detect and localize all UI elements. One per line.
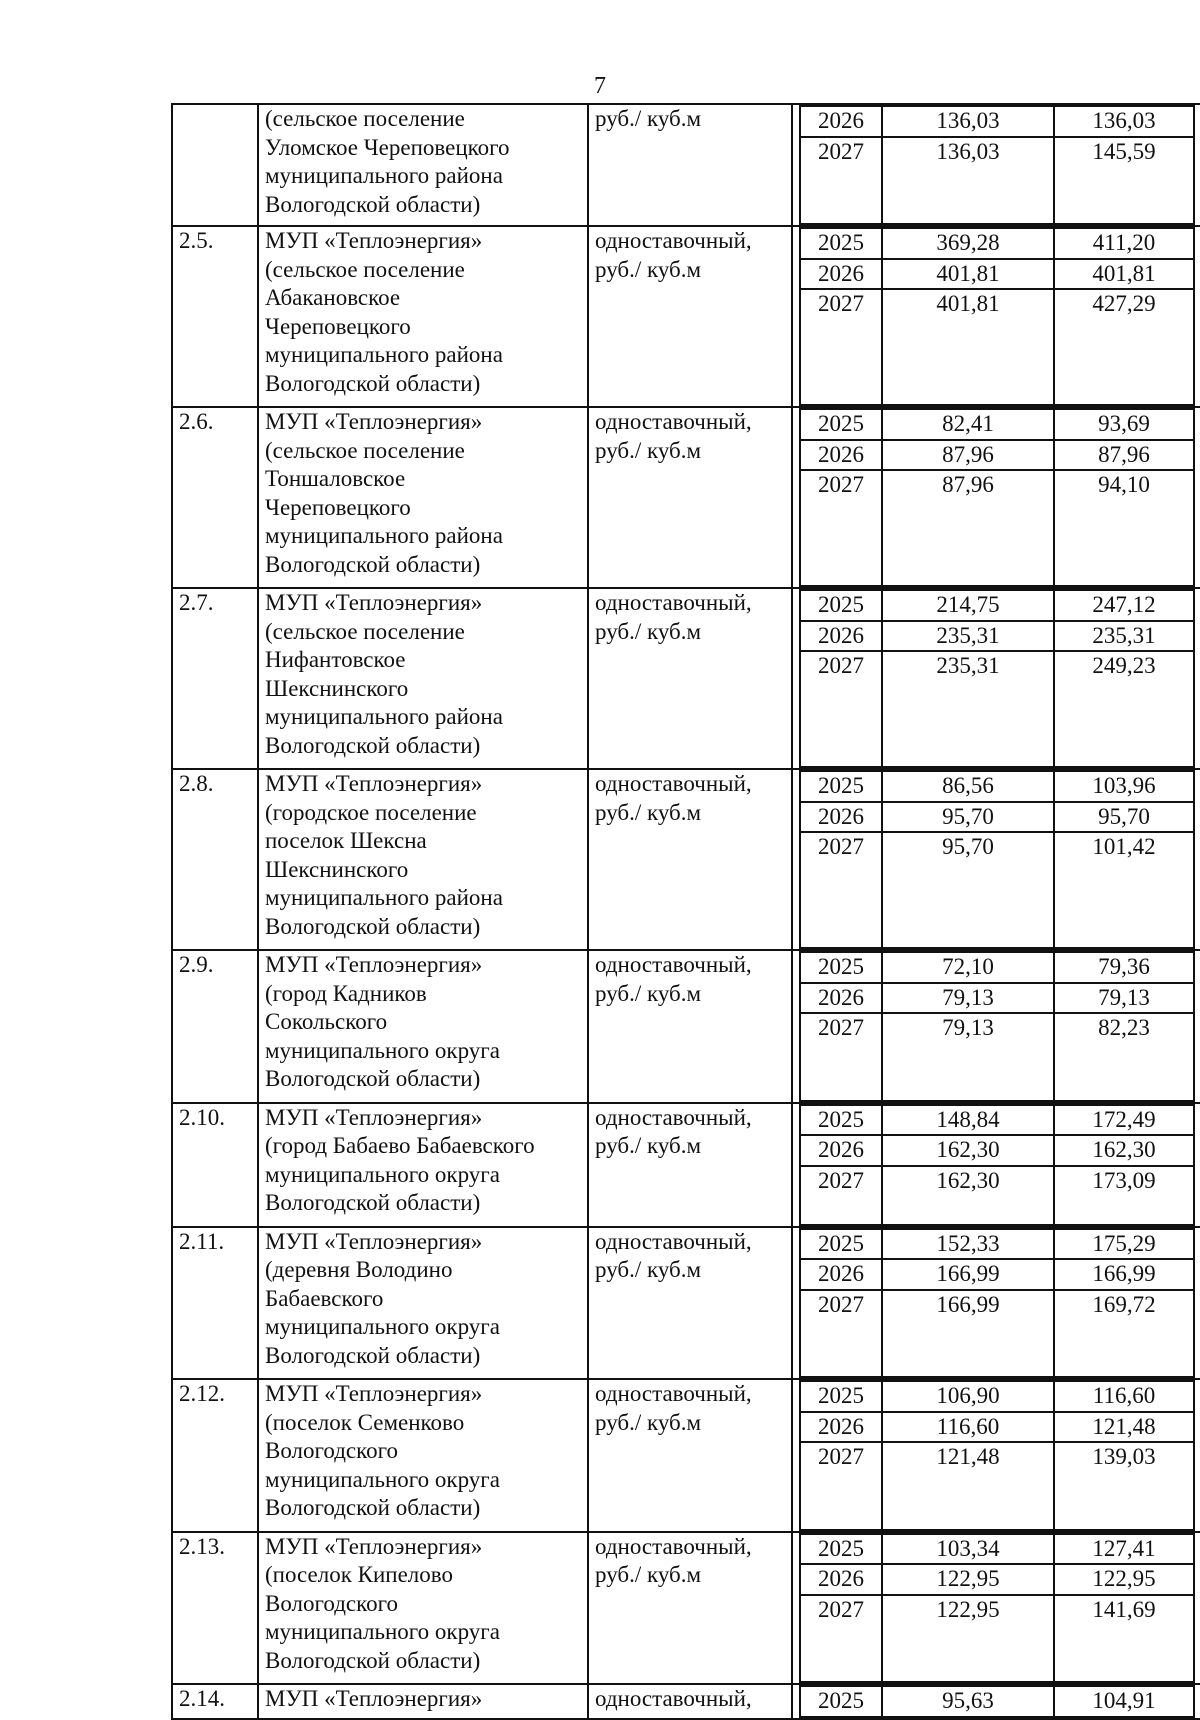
- organization-cell: [258, 226, 588, 407]
- tariff-value-first-half: 95,63: [882, 1686, 1054, 1717]
- year-row: [800, 1534, 1194, 1565]
- year-row: [800, 1105, 1194, 1136]
- year-values-cell: [792, 588, 1200, 769]
- tariff-unit-line: одноставочный,: [595, 771, 752, 796]
- tariff-value-first-half: 122,95: [882, 1595, 1054, 1683]
- year-cell: 2027: [800, 470, 882, 586]
- tariff-unit-line: руб./ куб.м: [595, 1409, 702, 1435]
- year-values-cell: [792, 950, 1200, 1103]
- organization-line: Нифантовское: [265, 647, 406, 672]
- organization-line: (сельское поселение: [265, 618, 465, 644]
- year-cell: 2026: [800, 259, 882, 290]
- organization-line: (сельское поселение: [265, 106, 465, 131]
- year-row: [800, 440, 1194, 471]
- organization-line: Тоншаловское: [265, 466, 406, 491]
- organization-line: (сельское поселение: [265, 256, 465, 282]
- year-row: [800, 1229, 1194, 1260]
- organization-line: Бабаевского: [265, 1285, 384, 1311]
- tariff-value-second-half: 172,49: [1054, 1105, 1194, 1136]
- tariff-row: [172, 226, 1200, 407]
- tariff-value-first-half: 87,96: [882, 440, 1054, 471]
- tariff-row: [172, 1227, 1200, 1380]
- tariff-value-first-half: 95,70: [882, 802, 1054, 833]
- year-row: [800, 621, 1194, 652]
- organization-line: Шекснинского: [265, 856, 409, 882]
- organization-cell: [258, 1532, 588, 1685]
- year-row: [800, 409, 1194, 440]
- year-cell: 2026: [800, 1564, 882, 1595]
- row-number: 2.12.: [172, 1379, 258, 1532]
- year-cell: 2025: [800, 771, 882, 802]
- year-values-cell: [792, 1103, 1200, 1227]
- row-number: 2.7.: [172, 588, 258, 769]
- row-number: 2.8.: [172, 769, 258, 950]
- tariff-row: [172, 769, 1200, 950]
- tariff-unit-cell: [588, 226, 792, 407]
- tariff-value-second-half: 411,20: [1054, 228, 1194, 259]
- organization-cell: [258, 588, 588, 769]
- tariff-value-first-half: 369,28: [882, 228, 1054, 259]
- organization-line: МУП «Теплоэнергия»: [265, 409, 483, 434]
- tariff-unit-cell: [588, 1103, 792, 1227]
- organization-cell: [258, 1227, 588, 1380]
- tariff-unit-line: руб./ куб.м: [595, 106, 702, 131]
- year-row: [800, 289, 1194, 405]
- tariff-unit-line: одноставочный,: [595, 1228, 752, 1254]
- year-cell: 2025: [800, 1105, 882, 1136]
- year-cell: 2026: [800, 1259, 882, 1290]
- tariff-value-first-half: 162,30: [882, 1135, 1054, 1166]
- tariff-value-second-half: 103,96: [1054, 771, 1194, 802]
- year-cell: 2027: [800, 1595, 882, 1683]
- tariff-value-first-half: 148,84: [882, 1105, 1054, 1136]
- organization-cell: [258, 950, 588, 1103]
- organization-cell: [258, 769, 588, 950]
- year-row: [800, 1135, 1194, 1166]
- tariff-unit-cell: [588, 1532, 792, 1685]
- tariff-value-second-half: 127,41: [1054, 1534, 1194, 1565]
- tariff-value-first-half: 87,96: [882, 470, 1054, 586]
- row-number: 2.5.: [172, 226, 258, 407]
- row-number: 2.14.: [172, 1684, 258, 1719]
- tariff-value-first-half: 86,56: [882, 771, 1054, 802]
- year-cell: 2026: [800, 621, 882, 652]
- organization-line: муниципального района: [265, 163, 503, 188]
- tariff-value-first-half: 166,99: [882, 1290, 1054, 1378]
- tariff-row: [172, 950, 1200, 1103]
- tariff-value-second-half: 93,69: [1054, 409, 1194, 440]
- year-cell: 2025: [800, 952, 882, 983]
- organization-line: Сокольского: [265, 1009, 388, 1034]
- organization-cell: [258, 1379, 588, 1532]
- organization-cell: [258, 1103, 588, 1227]
- year-cell: 2027: [800, 1013, 882, 1101]
- year-row: [800, 983, 1194, 1014]
- year-values-cell: [792, 1684, 1200, 1719]
- tariff-unit-line: одноставочный,: [595, 1686, 752, 1711]
- organization-line: Вологодского: [265, 1590, 398, 1616]
- year-values-table: [799, 1380, 1195, 1531]
- year-values-table: [799, 589, 1195, 768]
- tariff-value-first-half: 72,10: [882, 952, 1054, 983]
- tariff-value-second-half: 101,42: [1054, 832, 1194, 948]
- tariff-value-first-half: 401,81: [882, 259, 1054, 290]
- tariff-unit-cell: [588, 1379, 792, 1532]
- year-row: [800, 952, 1194, 983]
- year-cell: 2025: [800, 228, 882, 259]
- tariff-unit-cell: [588, 1684, 792, 1719]
- organization-line: Вологодской области): [265, 1647, 481, 1673]
- year-cell: 2026: [800, 440, 882, 471]
- year-row: [800, 106, 1194, 137]
- tariff-value-second-half: 166,99: [1054, 1259, 1194, 1290]
- year-row: [800, 228, 1194, 259]
- year-cell: 2027: [800, 1290, 882, 1378]
- tariff-value-second-half: 95,70: [1054, 802, 1194, 833]
- year-values-table: [799, 951, 1195, 1102]
- year-values-cell: [792, 407, 1200, 588]
- organization-line: (город Бабаево Бабаевского: [265, 1133, 535, 1158]
- tariff-value-second-half: 141,69: [1054, 1595, 1194, 1683]
- tariff-value-first-half: 116,60: [882, 1412, 1054, 1443]
- tariff-value-first-half: 401,81: [882, 289, 1054, 405]
- organization-line: Вологодской области): [265, 1190, 481, 1215]
- year-values-cell: [792, 104, 1200, 226]
- tariff-value-first-half: 166,99: [882, 1259, 1054, 1290]
- organization-line: Вологодской области): [265, 191, 481, 217]
- year-cell: 2026: [800, 802, 882, 833]
- year-cell: 2027: [800, 832, 882, 948]
- year-values-table: [799, 105, 1195, 225]
- year-values-table: [799, 1228, 1195, 1379]
- organization-line: Вологодской области): [265, 370, 481, 396]
- year-cell: 2025: [800, 590, 882, 621]
- tariff-unit-line: руб./ куб.м: [595, 1257, 702, 1282]
- tariff-unit-line: руб./ куб.м: [595, 980, 702, 1006]
- year-row: [800, 137, 1194, 225]
- organization-line: (поселок Семенково: [265, 1409, 465, 1435]
- tariff-value-first-half: 106,90: [882, 1381, 1054, 1412]
- tariff-value-first-half: 82,41: [882, 409, 1054, 440]
- tariff-unit-line: одноставочный,: [595, 1104, 752, 1130]
- year-row: [800, 1564, 1194, 1595]
- organization-line: муниципального округа: [265, 1314, 500, 1339]
- organization-line: Вологодской области): [265, 551, 481, 577]
- organization-line: МУП «Теплоэнергия»: [265, 952, 483, 977]
- organization-line: МУП «Теплоэнергия»: [265, 771, 483, 796]
- year-cell: 2027: [800, 1166, 882, 1225]
- year-values-cell: [792, 1227, 1200, 1380]
- organization-cell: [258, 1684, 588, 1719]
- organization-line: Уломское Череповецкого: [265, 134, 510, 160]
- tariff-value-first-half: 79,13: [882, 983, 1054, 1014]
- organization-line: МУП «Теплоэнергия»: [265, 1228, 483, 1254]
- organization-line: Череповецкого: [265, 494, 411, 520]
- organization-line: муниципального района: [265, 885, 503, 910]
- tariff-value-second-half: 122,95: [1054, 1564, 1194, 1595]
- year-cell: 2026: [800, 1412, 882, 1443]
- tariff-value-second-half: 427,29: [1054, 289, 1194, 405]
- tariff-value-second-half: 116,60: [1054, 1381, 1194, 1412]
- year-row: [800, 1381, 1194, 1412]
- organization-line: муниципального района: [265, 704, 503, 729]
- tariff-unit-line: руб./ куб.м: [595, 1133, 702, 1158]
- tariff-unit-line: одноставочный,: [595, 409, 752, 434]
- organization-line: Вологодской области): [265, 913, 481, 939]
- tariff-value-second-half: 87,96: [1054, 440, 1194, 471]
- organization-line: (городское поселение: [265, 799, 477, 825]
- year-row: [800, 832, 1194, 948]
- row-number: 2.11.: [172, 1227, 258, 1380]
- tariff-unit-line: одноставочный,: [595, 952, 752, 977]
- tariff-value-first-half: 79,13: [882, 1013, 1054, 1101]
- year-row: [800, 1166, 1194, 1225]
- year-values-table: [799, 1104, 1195, 1226]
- tariff-value-second-half: 175,29: [1054, 1229, 1194, 1260]
- tariff-value-second-half: 104,91: [1054, 1686, 1194, 1717]
- organization-cell: [258, 407, 588, 588]
- tariff-unit-line: одноставочный,: [595, 228, 752, 253]
- organization-line: муниципального района: [265, 342, 503, 367]
- tariff-value-second-half: 139,03: [1054, 1442, 1194, 1530]
- year-cell: 2025: [800, 1381, 882, 1412]
- year-row: [800, 259, 1194, 290]
- tariff-value-second-half: 235,31: [1054, 621, 1194, 652]
- year-row: [800, 1013, 1194, 1101]
- tariff-unit-line: руб./ куб.м: [595, 618, 702, 644]
- organization-line: МУП «Теплоэнергия»: [265, 1686, 483, 1711]
- tariff-unit-line: одноставочный,: [595, 590, 752, 615]
- organization-cell: [258, 104, 588, 226]
- organization-line: муниципального округа: [265, 1619, 500, 1644]
- year-cell: 2026: [800, 983, 882, 1014]
- tariff-unit-cell: [588, 769, 792, 950]
- organization-line: Вологодской области): [265, 732, 481, 758]
- organization-line: Вологодской области): [265, 1342, 481, 1368]
- tariff-row: [172, 1532, 1200, 1685]
- year-cell: 2027: [800, 1442, 882, 1530]
- year-cell: 2027: [800, 137, 882, 225]
- year-row: [800, 651, 1194, 767]
- tariff-value-second-half: 82,23: [1054, 1013, 1194, 1101]
- organization-line: МУП «Теплоэнергия»: [265, 590, 483, 615]
- tariff-value-second-half: 173,09: [1054, 1166, 1194, 1225]
- tariff-value-first-half: 162,30: [882, 1166, 1054, 1225]
- tariff-unit-cell: [588, 1227, 792, 1380]
- tariff-value-first-half: 95,70: [882, 832, 1054, 948]
- organization-line: поселок Шексна: [265, 828, 427, 853]
- row-number: [172, 104, 258, 226]
- tariff-value-second-half: 169,72: [1054, 1290, 1194, 1378]
- page-number: 7: [594, 73, 606, 99]
- organization-line: муниципального округа: [265, 1466, 500, 1492]
- tariff-value-first-half: 214,75: [882, 590, 1054, 621]
- tariff-table: [171, 103, 1200, 1720]
- tariff-unit-line: руб./ куб.м: [595, 1562, 702, 1587]
- organization-line: Шекснинского: [265, 675, 409, 701]
- row-number: 2.10.: [172, 1103, 258, 1227]
- tariff-unit-line: руб./ куб.м: [595, 256, 702, 282]
- organization-line: Абакановское: [265, 285, 401, 310]
- tariff-unit-line: одноставочный,: [595, 1533, 752, 1559]
- row-number: 2.6.: [172, 407, 258, 588]
- tariff-row: [172, 1684, 1200, 1719]
- tariff-value-first-half: 136,03: [882, 137, 1054, 225]
- organization-line: МУП «Теплоэнергия»: [265, 228, 483, 253]
- tariff-value-first-half: 121,48: [882, 1442, 1054, 1530]
- year-cell: 2025: [800, 1229, 882, 1260]
- organization-line: МУП «Теплоэнергия»: [265, 1533, 483, 1559]
- year-cell: 2025: [800, 1686, 882, 1717]
- tariff-unit-cell: [588, 950, 792, 1103]
- tariff-table-body: [172, 104, 1200, 1719]
- tariff-value-second-half: 79,13: [1054, 983, 1194, 1014]
- year-row: [800, 1412, 1194, 1443]
- organization-line: Череповецкого: [265, 313, 411, 339]
- year-values-table: [799, 770, 1195, 949]
- tariff-value-second-half: 145,59: [1054, 137, 1194, 225]
- year-values-table: [799, 408, 1195, 587]
- tariff-value-second-half: 121,48: [1054, 1412, 1194, 1443]
- year-values-cell: [792, 1379, 1200, 1532]
- year-row: [800, 1290, 1194, 1378]
- tariff-row: [172, 588, 1200, 769]
- organization-line: Вологодской области): [265, 1495, 481, 1520]
- year-row: [800, 1595, 1194, 1683]
- tariff-unit-line: руб./ куб.м: [595, 437, 702, 463]
- tariff-value-second-half: 247,12: [1054, 590, 1194, 621]
- tariff-value-second-half: 94,10: [1054, 470, 1194, 586]
- year-values-cell: [792, 769, 1200, 950]
- year-values-cell: [792, 1532, 1200, 1685]
- year-row: [800, 470, 1194, 586]
- tariff-value-first-half: 122,95: [882, 1564, 1054, 1595]
- organization-line: Вологодского: [265, 1438, 398, 1463]
- year-row: [800, 590, 1194, 621]
- tariff-unit-line: одноставочный,: [595, 1381, 752, 1406]
- year-row: [800, 802, 1194, 833]
- organization-line: муниципального округа: [265, 1037, 500, 1063]
- organization-line: муниципального района: [265, 523, 503, 548]
- year-cell: 2025: [800, 1534, 882, 1565]
- tariff-unit-cell: [588, 407, 792, 588]
- year-values-table: [799, 227, 1195, 406]
- organization-line: (поселок Кипелово: [265, 1562, 453, 1587]
- tariff-value-second-half: 401,81: [1054, 259, 1194, 290]
- tariff-value-second-half: 79,36: [1054, 952, 1194, 983]
- year-row: [800, 771, 1194, 802]
- tariff-value-first-half: 103,34: [882, 1534, 1054, 1565]
- organization-line: (деревня Володино: [265, 1257, 453, 1282]
- row-number: 2.13.: [172, 1532, 258, 1685]
- tariff-value-first-half: 136,03: [882, 106, 1054, 137]
- year-cell: 2025: [800, 409, 882, 440]
- tariff-value-first-half: 235,31: [882, 621, 1054, 652]
- organization-line: МУП «Теплоэнергия»: [265, 1104, 483, 1130]
- tariff-row: [172, 407, 1200, 588]
- year-cell: 2027: [800, 289, 882, 405]
- tariff-row: [172, 1103, 1200, 1227]
- tariff-unit-cell: [588, 588, 792, 769]
- row-number: 2.9.: [172, 950, 258, 1103]
- tariff-value-first-half: 152,33: [882, 1229, 1054, 1260]
- year-cell: 2026: [800, 106, 882, 137]
- tariff-unit-line: руб./ куб.м: [595, 799, 702, 825]
- organization-line: (сельское поселение: [265, 437, 465, 463]
- tariff-row: [172, 1379, 1200, 1532]
- tariff-value-second-half: 136,03: [1054, 106, 1194, 137]
- organization-line: Вологодской области): [265, 1066, 481, 1091]
- tariff-value-second-half: 162,30: [1054, 1135, 1194, 1166]
- year-values-cell: [792, 226, 1200, 407]
- year-values-table: [799, 1685, 1195, 1718]
- organization-line: (город Кадников: [265, 980, 427, 1006]
- tariff-unit-cell: [588, 104, 792, 226]
- year-cell: 2026: [800, 1135, 882, 1166]
- year-values-table: [799, 1533, 1195, 1684]
- tariff-row: [172, 104, 1200, 226]
- organization-line: муниципального округа: [265, 1161, 500, 1187]
- year-cell: 2027: [800, 651, 882, 767]
- year-row: [800, 1686, 1194, 1717]
- tariff-value-first-half: 235,31: [882, 651, 1054, 767]
- tariff-value-second-half: 249,23: [1054, 651, 1194, 767]
- year-row: [800, 1442, 1194, 1530]
- year-row: [800, 1259, 1194, 1290]
- organization-line: МУП «Теплоэнергия»: [265, 1381, 483, 1406]
